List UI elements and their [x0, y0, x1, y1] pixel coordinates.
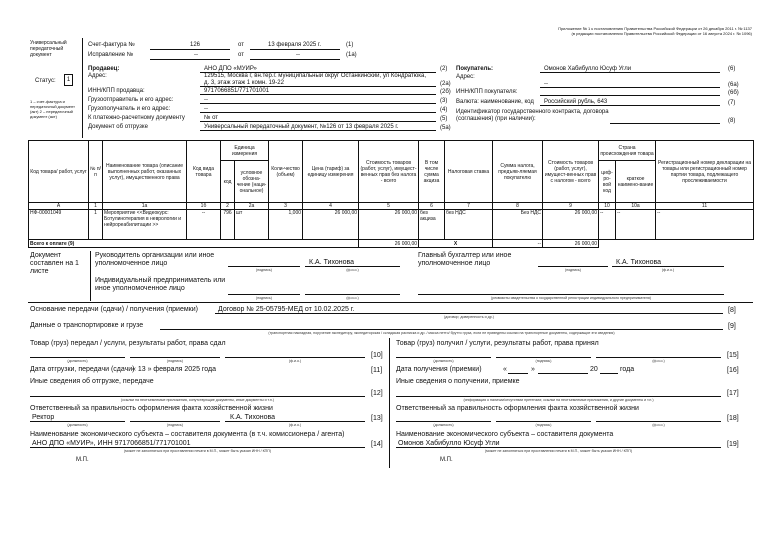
correction-number: -- [194, 52, 198, 58]
seller-label: Продавец: [88, 66, 120, 72]
ship-entity-value: АНО ДПО «МУИР», ИНН 9717066851/771701001 [32, 440, 191, 447]
total-label: Всего к оплате (9) [29, 240, 359, 248]
block-divider [389, 338, 390, 468]
gave-mark: [10] [371, 352, 383, 359]
section-divider [28, 302, 753, 303]
column-number: 6 [419, 203, 445, 210]
row-number: 1 [89, 210, 103, 240]
header-total: Стоимость товаров (работ, услуг), имущест-венных прав с налогом - всего [543, 141, 599, 203]
status-value: 1 [64, 74, 73, 86]
header-product-kind: Код вида товара [187, 141, 221, 203]
caption: (договор; доверенность и др.) [444, 315, 494, 319]
caption: (ф.и.о.) [652, 423, 665, 427]
document-type: Универсальный передаточный документ [30, 40, 67, 58]
seller-inn: 9717066851/771701001 [204, 88, 270, 94]
seller-address-line2: д. 3, этаж этаж 1 комн. 19-22 [204, 80, 284, 86]
recv-date-label: Дата получения (приемки) [396, 366, 482, 373]
header-product-name: Наименование товара (описание выполненных работ, оказанных услуг), имущественного права [103, 141, 187, 203]
header-tax-amount: Сумма налога, предъяв-ляемая покупателю [493, 141, 543, 203]
payment-doc-label: К платежно-расчетному документу [88, 115, 185, 121]
correction-mark: (1а) [346, 52, 357, 58]
column-number: 5 [359, 203, 419, 210]
column-number: 8 [493, 203, 543, 210]
head-name: К.А. Тихонова [309, 259, 355, 266]
consignee-value: -- [204, 106, 208, 112]
contract-mark: (8) [728, 118, 736, 124]
row-price: 26 000,00 [303, 210, 359, 240]
recv-resp-mark: [18] [727, 415, 739, 422]
accountant-label: Главный бухгалтер или иное уполномоченное лицо [418, 252, 512, 267]
caption: (подпись) [167, 423, 183, 427]
basis-label: Основание передачи (сдачи) / получения (приемки) [30, 306, 198, 313]
seller-inn-mark: (2б) [440, 89, 451, 95]
header-tax-rate: Налоговая ставка [445, 141, 493, 203]
side-divider [82, 38, 83, 138]
ship-date-mark: [11] [371, 367, 383, 374]
header-product-code: Код товара/ работ, услуг [29, 141, 89, 203]
goods-table [28, 140, 754, 248]
payment-doc-value: № от [204, 115, 219, 121]
gave-label: Товар (груз) передал / услуги, результаты работ, права сдал [30, 340, 226, 347]
basis-mark: [8] [728, 307, 736, 314]
ship-resp-mark: [13] [371, 415, 383, 422]
seller-name: АНО ДПО «МУИР» [204, 66, 257, 72]
column-number: 2 [221, 203, 235, 210]
seller-address-mark: (2а) [440, 81, 451, 87]
ship-other-label: Иные сведения об отгрузке, передаче [30, 378, 154, 385]
entrepreneur-label: Индивидуальный предприниматель или иное уполномоченное лицо [95, 277, 226, 292]
column-number: 3 [269, 203, 303, 210]
payment-doc-mark: (5) [440, 116, 448, 122]
recv-entity-value: Омонов Хабибулло Юсуф Угли [398, 440, 500, 447]
caption: (подпись) [256, 268, 272, 272]
total-row [29, 240, 754, 248]
row-tax-rate: без НДС [445, 210, 493, 240]
regulation-notice-line1: Приложение № 1 к постановлению Правительства Российской Федерации от 26 декабря 2011 г. № 1137 [558, 26, 752, 31]
caption: (ф.и.о.) [346, 296, 359, 300]
correction-label: Исправление № [88, 52, 134, 58]
consignor-label: Грузоотправитель и его адрес: [88, 97, 174, 103]
buyer-address: -- [544, 81, 548, 87]
ship-resp-label: Ответственный за правильность оформления факта хозяйственной жизни [30, 405, 273, 412]
seller-mark: (2) [440, 66, 448, 72]
correction-from: от [238, 52, 244, 58]
header-row-number: № п/п [89, 141, 103, 203]
status-note: 1 – счет-фактура и передаточный документ (акт) 2 – передаточный документ (акт) [30, 99, 75, 119]
recv-resp-label: Ответственный за правильность оформления факта хозяйственной жизни [396, 405, 639, 412]
contract-label: Идентификатор государственного контракта, договора (соглашения) (при наличии): [456, 109, 609, 122]
caption: (подпись) [535, 359, 552, 363]
header-quantity: Коли-чество (объем) [269, 141, 303, 203]
row-tax-amount: Без НДС [493, 210, 543, 240]
shipment-doc-value: Универсальный передаточный документ, №126 от 13 февраля 2025 г. [204, 124, 399, 130]
got-label: Товар (груз) получил / услуги, результаты работ, права принял [396, 340, 599, 347]
basis-value: Договор № 25-05795-МЕД от 10.02.2025 г. [218, 306, 355, 313]
row-cost: 26 000,00 [359, 210, 419, 240]
caption: (подпись) [535, 423, 552, 427]
buyer-label: Покупатель: [456, 66, 494, 72]
buyer-inn-mark: (6б) [728, 90, 739, 96]
column-number: 4 [303, 203, 359, 210]
header-excise: В том числе сумма акциза [419, 141, 445, 203]
column-number: 2а [235, 203, 269, 210]
row-product-kind: -- [187, 210, 221, 240]
ship-resp-position: Ректор [32, 414, 55, 421]
caption: (может не заполняться при проставлении печати в М.П., может быть указан ИНН / КПП) [123, 449, 272, 453]
ship-entity-label: Наименование экономического субъекта – составителя документа (в т.ч. комиссионера / агента) [30, 431, 345, 438]
caption: (должность) [433, 359, 454, 363]
caption: (ф.и.о.) [346, 268, 359, 272]
header-country-code: циф-ро-вой код [599, 161, 616, 203]
consignee-label: Грузополучатель и его адрес: [88, 106, 171, 112]
ship-other-mark: [12] [371, 390, 383, 397]
currency-label: Валюта: наименование, код [456, 99, 534, 105]
correction-date: -- [296, 52, 300, 58]
recv-stamp-place: М.П. [440, 457, 453, 463]
caption: (подпись) [565, 268, 581, 272]
recv-date-quote-close: » [531, 366, 535, 373]
transport-label: Данные о транспортировке и грузе [30, 322, 144, 329]
header-registration: Регистрационный номер декларации на товары или регистрационный номер партии товара, подлежащего прослеживаемости [656, 141, 754, 203]
invoice-date: 13 февраля 2025 г. [268, 42, 322, 48]
ship-stamp-place: М.П. [76, 457, 89, 463]
row-product-code: НФ-00001049 [29, 210, 89, 240]
total-cost: 26 000,00 [359, 240, 419, 248]
invoice-from: от [238, 42, 244, 48]
column-number: 1б [187, 203, 221, 210]
total-sum: 26 000,00 [543, 240, 599, 248]
invoice-number-label: Счет-фактура № [88, 42, 135, 48]
currency-mark: (7) [728, 100, 736, 106]
column-number: 1а [103, 203, 187, 210]
row-country-code: -- [599, 210, 616, 240]
column-numbers-row [29, 203, 754, 210]
ship-resp-name: К.А. Тихонова [230, 414, 276, 421]
row-registration: -- [656, 210, 754, 240]
caption: (транспортная накладная, поручение экспедитору, экспедиторская / складская расписка и др. / масса нетто/ брутто груза, если не приведены ссылки на транспортные документы, содержащие эти сведения) [268, 331, 615, 335]
caption: (должность) [433, 423, 454, 427]
caption: (подпись) [256, 296, 272, 300]
row-total: 26 000,00 [543, 210, 599, 240]
currency-value: Российский рубль, 643 [544, 99, 608, 105]
recv-other-mark: [17] [727, 390, 739, 397]
caption: (информация о наличии/отсутствии претензии; ссылки на неотъемлемые приложения, и другие документы и т.п.) [463, 398, 654, 402]
caption: (должность) [67, 359, 88, 363]
caption: (ф.и.о.) [661, 268, 675, 272]
recv-entity-label: Наименование экономического субъекта – составителя документа [396, 431, 614, 438]
invoice-number: 126 [190, 42, 201, 48]
regulation-notice [558, 26, 752, 36]
total-tax: -- [493, 240, 543, 248]
consignee-mark: (4) [440, 107, 448, 113]
row-product-name: Мероприятие <<Видеокурс: Ботулинотерапия в неврологии и нейрореабилитации >> [103, 210, 187, 240]
buyer-name: Омонов Хабибулло Юсуф Угли [544, 66, 632, 72]
document-sheets: Документ составлен на 1 листе [30, 252, 79, 275]
ship-date-label: Дата отгрузки, передачи (сдачи) [30, 366, 135, 373]
total-x: X [419, 240, 493, 248]
header-unit: Единица измерения [221, 141, 269, 161]
buyer-address-label: Адрес: [456, 74, 475, 80]
regulation-notice-line2: (в редакции постановления Правительства Российской Федерации от 16 августа 2024 г. № 1096) [571, 31, 752, 36]
recv-date-year: 20 [590, 366, 598, 373]
header-cost: Стоимость товаров (работ, услуг), имущест-венных прав без налога - всего [359, 141, 419, 203]
row-quantity: 1,000 [269, 210, 303, 240]
accountant-name: К.А. Тихонова [616, 259, 662, 266]
header-price: Цена (тариф) за единицу измерения [303, 141, 359, 203]
header-unit-code: код [221, 161, 235, 203]
caption: (может не заполняться при проставлении печати в М.П., может быть указан ИНН / КПП) [484, 449, 633, 453]
row-unit-symbol: шт [235, 210, 269, 240]
column-number: 9 [543, 203, 599, 210]
caption: (ф.и.о.) [288, 359, 302, 363]
header-country-name: краткое наимено-вание [616, 161, 656, 203]
shipment-doc-mark: (5а) [440, 125, 451, 131]
buyer-address-mark: (6а) [728, 82, 739, 88]
header-country: Страна происхождения товара [599, 141, 656, 161]
column-number: 11 [656, 203, 754, 210]
recv-other-label: Иные сведения о получении, приемке [396, 378, 520, 385]
got-mark: [15] [727, 352, 739, 359]
caption: (ф.и.о.) [652, 359, 665, 363]
invoice-mark: (1) [346, 42, 354, 48]
column-number: 1 [89, 203, 103, 210]
recv-date-quote-open: « [503, 366, 507, 373]
caption: (должность) [67, 423, 88, 427]
consignor-value: -- [204, 97, 208, 103]
seller-address-line1: 129515, Москва г, вн.тер.г. муниципальный округ Останкинский, ул Кондратюка, [204, 73, 427, 79]
column-number: 7 [445, 203, 493, 210]
head-label: Руководитель организации или иное уполномоченное лицо [95, 252, 215, 267]
recv-date-word: года [620, 366, 635, 373]
table-row [29, 210, 754, 240]
row-country-name: -- [616, 210, 656, 240]
recv-entity-mark: [19] [727, 441, 739, 448]
status-label: Статус: [35, 78, 56, 84]
consignor-mark: (3) [440, 98, 448, 104]
shipment-doc-label: Документ об отгрузке [88, 124, 148, 130]
column-number: А [29, 203, 89, 210]
column-number: 10 [599, 203, 616, 210]
header-unit-symbol: условное обозна-чение (наци-ональное) [235, 161, 269, 203]
ship-entity-mark: [14] [371, 441, 383, 448]
buyer-mark: (6) [728, 66, 736, 72]
transport-mark: [9] [728, 323, 736, 330]
caption: (ф.и.о.) [288, 423, 302, 427]
row-unit-code: 796 [221, 210, 235, 240]
caption: (подпись) [167, 359, 183, 363]
seller-inn-label: ИНН/КПП продавца: [88, 88, 145, 94]
caption: (реквизиты свидетельства о государственной регистрации индивидуального предпринимателя) [491, 296, 651, 300]
buyer-inn-label: ИНН/КПП покупателя: [456, 89, 518, 95]
ship-date-value: « 13 » февраля 2025 года [132, 366, 217, 373]
seller-address-label: Адрес: [88, 73, 107, 79]
recv-date-mark: [16] [727, 367, 739, 374]
column-number: 10а [616, 203, 656, 210]
row-excise: без акциза [419, 210, 445, 240]
caption: (ссылки на неотъемлемые приложения, сопутствующие документы, иные документы и т.п.) [121, 398, 274, 402]
